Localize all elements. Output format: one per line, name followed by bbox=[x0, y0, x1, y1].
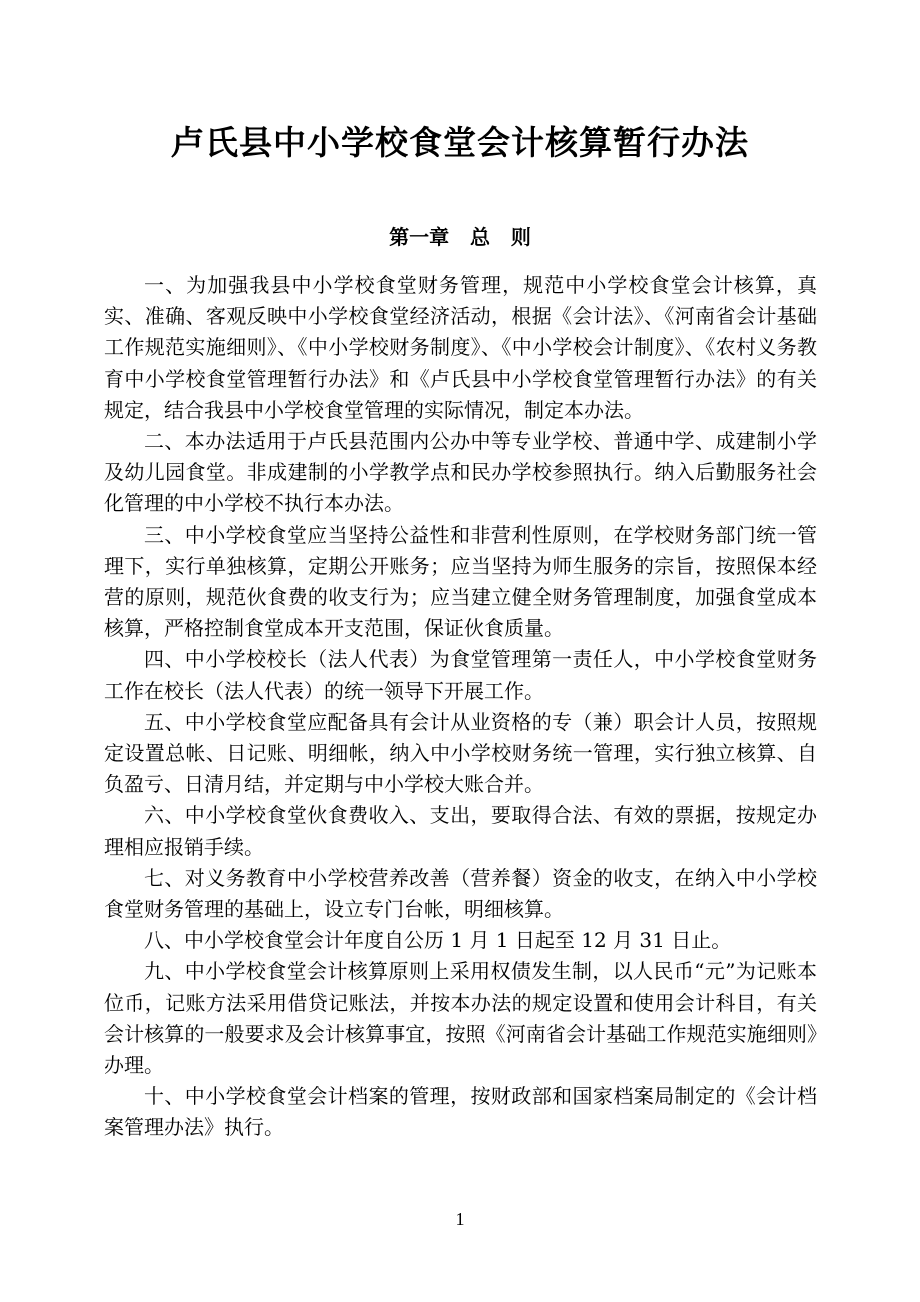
chapter-heading: 第一章 总 则 bbox=[389, 225, 531, 249]
paragraph-7: 七、对义务教育中小学校营养改善（营养餐）资金的收支，在纳入中小学校食堂财务管理的基础上，设立专门台帐，明细核算。 bbox=[104, 865, 817, 922]
paragraph-6: 六、中小学校食堂伙食费收入、支出，要取得合法、有效的票据，按规定办理相应报销手续。 bbox=[104, 803, 817, 859]
paragraph-2: 二、本办法适用于卢氏县范围内公办中等专业学校、普通中学、成建制小学及幼儿园食堂。非成建制的小学教学点和民办学校参照执行。纳入后勤服务社会化管理的中小学校不执行本办法。 bbox=[104, 429, 817, 516]
paragraph-1: 一、为加强我县中小学校食堂财务管理，规范中小学校食堂会计核算，真实、准确、客观反映中小学校食堂经济活动，根据《会计法》、《河南省会计基础工作规范实施细则》、《中小学校财务制度》、《中小学校会计制度》、《农村义务教育中小学校食堂管理暂行办法》和《卢氏县中小学校食堂管理暂行办法》的有关规定，结合我县中小学校食堂管理的实际情况，制定本办法。 bbox=[104, 273, 817, 422]
document-title: 卢氏县中小学校食堂会计核算暂行办法 bbox=[171, 123, 749, 162]
paragraph-5: 五、中小学校食堂应配备具有会计从业资格的专（兼）职会计人员，按照规定设置总帐、日记账、明细帐，纳入中小学校财务统一管理，实行独立核算、自负盈亏、日清月结，并定期与中小学校大账合并。 bbox=[104, 709, 817, 797]
paragraph-9: 九、中小学校食堂会计核算原则上采用权债发生制，以人民币“元”为记账本位币，记账方法采用借贷记账法，并按本办法的规定设置和使用会计科目，有关会计核算的一般要求及会计核算事宜，按照《河南省会计基础工作规范实施细则》办理。 bbox=[104, 959, 817, 1078]
paragraph-8: 八、中小学校食堂会计年度自公历 1 月 1 日起至 12 月 31 日止。 bbox=[144, 928, 732, 953]
paragraph-10: 十、中小学校食堂会计档案的管理，按财政部和国家档案局制定的《会计档案管理办法》执行。 bbox=[104, 1084, 817, 1140]
document-body bbox=[104, 270, 817, 1144]
paragraph-3: 三、中小学校食堂应当坚持公益性和非营利性原则，在学校财务部门统一管理下，实行单独核算，定期公开账务；应当坚持为师生服务的宗旨，按照保本经营的原则，规范伙食费的收支行为；应当建立健全财务管理制度，加强食堂成本核算，严格控制食堂成本开支范围，保证伙食质量。 bbox=[104, 522, 817, 641]
paragraph-4: 四、中小学校校长（法人代表）为食堂管理第一责任人，中小学校食堂财务工作在校长（法人代表）的统一领导下开展工作。 bbox=[104, 647, 817, 703]
page-number: 1 bbox=[455, 1209, 465, 1229]
